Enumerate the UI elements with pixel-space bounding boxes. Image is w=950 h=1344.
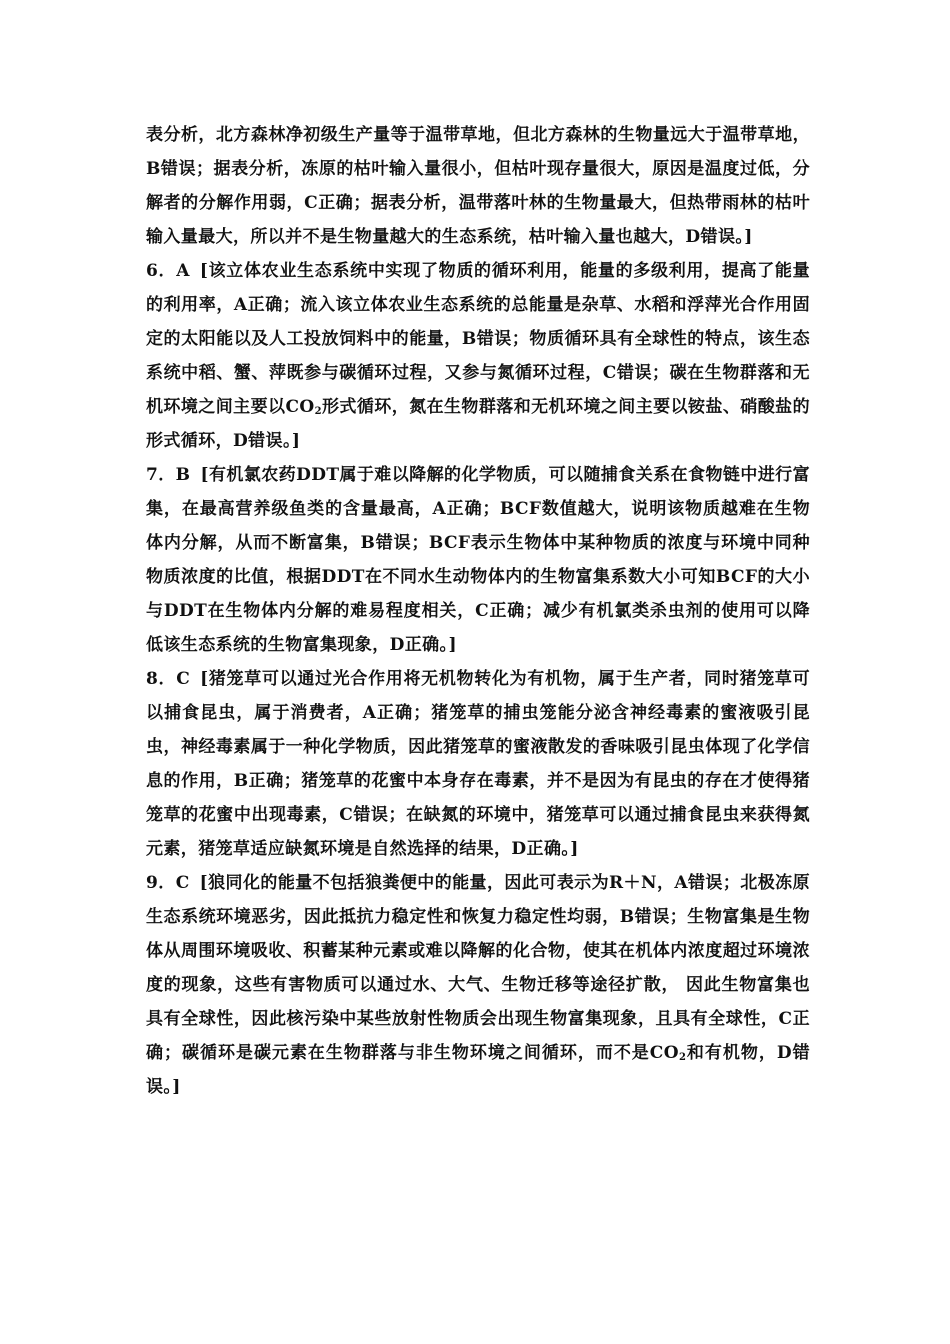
answer-text: [猪笼草可以通过光合作用将无机物转化为有机物，属于生产者，同时猪笼草可以捕食昆虫，属于消费者，A正确；猪笼草的捕虫笼能分泌含神经毒素的蜜液吸引昆虫，神经毒素属于一种化学物质，因此猪笼草的蜜液散发的香味吸引昆虫体现了化学信息的作用，B正确；猪笼草的花蜜中本身存在毒素，并不是因为有昆虫的存在才使得猪笼草的花蜜中出现毒素，C错误；在缺氮的环境中，猪笼草可以通过捕食昆虫来获得氮元素，猪笼草适应缺氮环境是自然选择的结果，D正确。]: [146, 669, 810, 859]
answer-text: 形式循环，氮在生物群落和无机环境之间主要以铵盐、硝酸盐的形式循环，D错误。]: [146, 397, 811, 451]
subscript: 2: [314, 406, 322, 417]
answer-text: [该立体农业生态系统中实现了物质的循环利用，能量的多级利用，提高了能量的利用率，A正确；流入该立体农业生态系统的总能量是杂草、水稻和浮萍光合作用固定的太阳能以及人工投放饲料中的能量，B错误；物质循环具有全球性的特点，该生态系统中稻、蟹、萍既参与碳循环过程，又参与氮循环过程，C错误；碳在生物群落和无机环境之间主要以CO: [146, 261, 811, 417]
answer-label: 8．C: [146, 669, 191, 689]
answer-paragraph-q9: [146, 866, 810, 1104]
answer-label: 6．A: [146, 261, 190, 281]
answer-label: 9．C: [146, 873, 190, 893]
subscript: 2: [678, 1052, 687, 1063]
answer-text: [有机氯农药DDT属于难以降解的化学物质，可以随捕食关系在食物链中进行富集，在最高营养级鱼类的含量最高，A正确；BCF数值越大，说明该物质越难在生物体内分解，从而不断富集，B错误；BCF表示生物体中某种物质的浓度与环境中同种物质浓度的比值，根据DDT在不同水生动物体内的生物富集系数大小可知BCF的大小与DDT在生物体内分解的难易程度相关，C正确；减少有机氯类杀虫剂的使用可以降低该生态系统的生物富集现象，D正确。]: [146, 465, 811, 655]
answer-document: [146, 118, 810, 1104]
answer-paragraph-q6: [146, 254, 810, 458]
answer-paragraph-q8: [146, 662, 810, 866]
answer-text: 和有机物，D错误。]: [146, 1043, 810, 1097]
answer-label: 7．B: [146, 465, 191, 485]
answer-text: 表分析，北方森林净初级生产量等于温带草地，但北方森林的生物量远大于温带草地，B错误；据表分析，冻原的枯叶输入量很小，但枯叶现存量很大，原因是温度过低，分解者的分解作用弱，C正确；据表分析，温带落叶林的生物量最大，但热带雨林的枯叶输入量最大，所以并不是生物量越大的生态系统，枯叶输入量也越大，D错误。]: [146, 125, 810, 247]
answer-text: [狼同化的能量不包括狼粪便中的能量，因此可表示为R＋N，A错误；北极冻原生态系统环境恶劣，因此抵抗力稳定性和恢复力稳定性均弱，B错误；生物富集是生物体从周围环境吸收、积蓄某种元素或难以降解的化合物，使其在机体内浓度超过环境浓度的现象，这些有害物质可以通过水、大气、生物迁移等途径扩散， 因此生物富集也具有全球性，因此核污染中某些放射性物质会出现生物富集现象，且具有全球性，C正确；碳循环是碳元素在生物群落与非生物环境之间循环，而不是CO: [146, 873, 810, 1063]
answer-paragraph-q5-continued: [146, 118, 810, 254]
answer-paragraph-q7: [146, 458, 810, 662]
